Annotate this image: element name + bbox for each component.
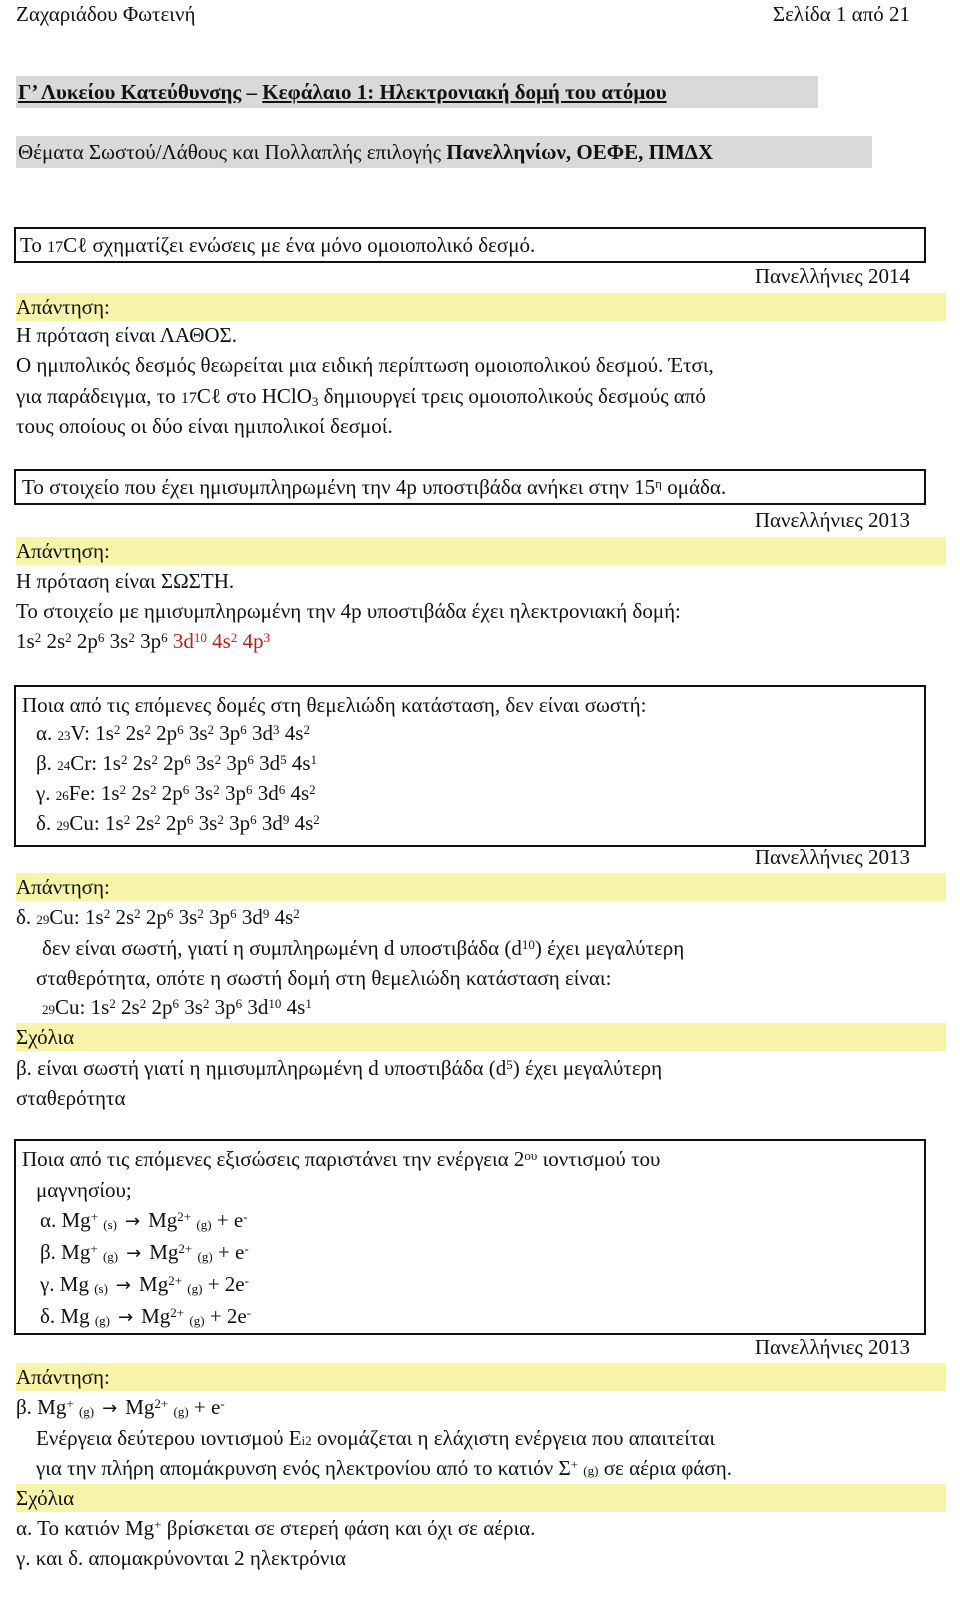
q3-option-electrons: 2 [120, 752, 128, 767]
q4-option [40, 1238, 249, 1268]
q4-answer-product: Mg [125, 1395, 155, 1419]
q1-statement [20, 231, 535, 262]
q2-config-red-electrons: 3 [263, 630, 270, 645]
q3-option-electrons: 2 [207, 722, 215, 737]
q4-source: Πανελλήνιες 2013 [754, 1335, 910, 1359]
q1-source: Πανελλήνιες 2014 [754, 264, 910, 288]
q4-option-reactant-phase: (s) [94, 1281, 108, 1296]
q2-answer-highlight [16, 537, 946, 565]
q3-option-electrons: 3 [273, 722, 280, 737]
q4-answer-arrow-icon: → [102, 1398, 118, 1419]
q4-comments-label: Σχόλια [16, 1486, 75, 1510]
q4-answer-product-charge: 2+ [154, 1396, 169, 1411]
q4-option-product-charge: 2+ [168, 1273, 183, 1288]
q3-option-orbital: 3d [259, 751, 281, 775]
q2-statement-b: ομάδα. [661, 475, 727, 499]
q3-answer [16, 903, 300, 931]
q3-option [36, 719, 310, 747]
q3-option-element: V: [70, 721, 96, 745]
q1-pre: Το [20, 233, 48, 257]
q4-option-reactant: β. Mg [40, 1240, 91, 1264]
q4-question-a: Ποια από τις επόμενες εξισώσεις παριστάνει την ενέργεια 2 [22, 1147, 525, 1171]
subtitle-bold: Πανελληνίων, ΟΕΦΕ, ΠΜΔΧ [446, 140, 714, 164]
q3-option-orbital: 1s [102, 751, 121, 775]
q4-exp2-sup: + [570, 1457, 579, 1472]
q4-option-arrow-icon: → [118, 1307, 134, 1328]
q1-exp2-b: Cℓ στο HClO [196, 384, 312, 408]
q2-verdict: Η πρόταση είναι ΣΩΣΤΗ. [16, 569, 235, 593]
q4-explanation-1 [36, 1424, 715, 1452]
q3-correct-orbital: 4s [286, 995, 306, 1019]
page-number: Σελίδα 1 από 21 [772, 2, 910, 26]
q3-comment-2: σταθερότητα [16, 1086, 126, 1110]
q3-option-electrons: 2 [154, 812, 161, 827]
q3-option-electrons: 6 [278, 782, 286, 797]
q4-option-electron-charge: - [243, 1209, 248, 1224]
q3-answer-electrons: 6 [166, 906, 174, 921]
q3-option-electrons: 6 [247, 752, 254, 767]
q3-option-atomic-number: 23 [57, 728, 71, 743]
q3-option [36, 809, 320, 837]
q4-comment1-sup: + [154, 1517, 162, 1532]
q4-question [22, 1145, 660, 1173]
q3-option-atomic-number: 26 [55, 788, 69, 803]
q3-option-orbital: 2p [156, 721, 178, 745]
q3-option-orbital: 4s [284, 721, 304, 745]
q2-config-red-electrons: 2 [230, 630, 238, 645]
q3-option-element: Cu: [69, 811, 105, 835]
q3-option-electrons: 6 [250, 812, 257, 827]
q3-option-label: β. [36, 751, 58, 775]
q3-option-orbital: 3s [198, 811, 218, 835]
q3-correct-atomic-number: 29 [42, 1002, 55, 1017]
q3-correct-orbital: 3s [184, 995, 203, 1019]
q1-exp2-c: δημιουργεί τρεις ομοιοπολικούς δεσμούς από [318, 384, 706, 408]
q3-explanation-1 [42, 934, 684, 962]
q3-answer-orbital: 3s [178, 905, 198, 929]
q3-option-orbital: 2s [135, 811, 155, 835]
q2-config-orbital: 1s [16, 629, 35, 653]
q3-option-orbital: 3s [195, 751, 215, 775]
q2-config-red-orbital: 4s [212, 629, 231, 653]
q3-option-electrons: 2 [119, 782, 127, 797]
q4-option-reactant: α. Mg [40, 1208, 91, 1232]
q3-option-label: δ. [36, 811, 57, 835]
q3-comments-highlight [16, 1023, 946, 1051]
q3-option-element: Cr: [70, 751, 103, 775]
q3-correct-electrons: 6 [235, 996, 243, 1011]
q3-comment1-b: ) έχει μεγαλύτερη [512, 1056, 663, 1080]
q4-option-product: Mg [149, 1240, 179, 1264]
q3-exp1-sup: 10 [521, 937, 535, 952]
q3-option-orbital: 3d [252, 721, 274, 745]
q2-explanation-1: Το στοιχείο με ημισυμπληρωμένη την 4p υποστιβάδα έχει ηλεκτρονιακή δομή: [16, 599, 681, 623]
q3-option-electrons: 2 [309, 782, 316, 797]
q2-config-red-orbital: 4p [242, 629, 264, 653]
q3-correct-electrons: 6 [172, 996, 179, 1011]
q2-config-electrons: 2 [34, 630, 42, 645]
q4-option-electrons: + 2e [207, 1272, 245, 1296]
chapter-title: Κεφάλαιο 1: Ηλεκτρονιακή δομή του ατόμου [262, 80, 667, 104]
q4-explanation-2 [36, 1454, 732, 1482]
q3-option-label: γ. [36, 781, 56, 805]
q4-option-electron-charge: - [244, 1241, 249, 1256]
q3-correct-electrons: 2 [202, 996, 210, 1011]
q4-answer-reactant-charge: + [66, 1396, 74, 1411]
q3-option-orbital: 2p [165, 811, 187, 835]
q3-correct-element: Cu: [55, 995, 91, 1019]
title-separator: – [241, 80, 263, 104]
q3-comments-label: Σχόλια [16, 1025, 75, 1049]
q4-option-arrow-icon: → [125, 1211, 141, 1232]
q3-correct-electrons: 1 [305, 996, 312, 1011]
course-title: Γ’ Λυκείου Κατεύθυνσης [18, 80, 242, 104]
q3-correct-electrons: 10 [268, 996, 282, 1011]
q3-answer-orbital: 2s [115, 905, 135, 929]
q4-exp2-b: σε αέρια φάση. [598, 1456, 732, 1480]
q4-exp2-a: για την πλήρη απομάκρυνση ενός ηλεκτρονίου από το κατιόν Σ [36, 1456, 571, 1480]
q4-option-product-charge: 2+ [170, 1305, 185, 1320]
subtitle [18, 138, 713, 166]
q3-correct-electrons: 2 [109, 996, 116, 1011]
q2-config-orbital: 3p [140, 629, 162, 653]
q3-option-orbital: 2s [131, 781, 150, 805]
q2-config-black [16, 629, 168, 653]
q2-config-electrons: 6 [97, 630, 105, 645]
q3-option-orbital: 3s [194, 781, 214, 805]
q4-comment1-a: α. Το κατιόν Mg [16, 1516, 155, 1540]
q4-answer-product-phase: (g) [173, 1404, 189, 1419]
q3-option-orbital: 4s [290, 781, 310, 805]
q2-config-red [168, 629, 270, 653]
q3-option-orbital: 2p [163, 751, 185, 775]
q3-exp1-b: ) έχει μεγαλύτερη [534, 936, 685, 960]
q2-source: Πανελλήνιες 2013 [754, 508, 910, 532]
q3-option-orbital: 2s [132, 751, 152, 775]
q4-option [40, 1302, 251, 1332]
q3-option-electrons: 2 [217, 812, 224, 827]
q3-option-electrons: 2 [313, 812, 320, 827]
q3-exp1-a: δεν είναι σωστή, γιατί η συμπληρωμένη d υποστιβάδα (d [42, 936, 522, 960]
q3-option-orbital: 4s [291, 751, 311, 775]
q2-config-electrons: 2 [65, 630, 72, 645]
q4-option-product-phase: (g) [197, 1249, 213, 1264]
q3-option-electrons: 2 [213, 782, 220, 797]
q4-option-arrow-icon: → [115, 1275, 132, 1296]
q3-option-electrons: 2 [123, 812, 131, 827]
q4-option-reactant-charge: + [90, 1209, 99, 1224]
q4-exp1-sub: i2 [301, 1433, 312, 1448]
q3-correct-orbital: 2s [121, 995, 140, 1019]
q4-comment-2: γ. και δ. απομακρύνονται 2 ηλεκτρόνια [16, 1546, 347, 1570]
subtitle-normal: Θέματα Σωστού/Λάθους και Πολλαπλής επιλογής [18, 140, 447, 164]
q3-option-electrons: 2 [150, 782, 157, 797]
q4-option-electron-charge: - [246, 1305, 252, 1320]
q3-option-orbital: 3p [224, 781, 246, 805]
q1-answer-highlight [16, 293, 946, 321]
q4-option-electron-charge: - [244, 1273, 249, 1288]
q4-option-reactant-phase: (g) [102, 1249, 119, 1264]
q4-option-product-charge: 2+ [177, 1209, 192, 1224]
q3-correct-electrons: 2 [139, 996, 147, 1011]
q4-option-arrow-icon: → [126, 1243, 142, 1264]
q3-option-orbital: 1s [105, 811, 124, 835]
q3-answer-highlight [16, 873, 946, 901]
q3-option-orbital: 1s [95, 721, 114, 745]
q4-answer-electron-charge: - [220, 1396, 225, 1411]
q4-answer-reactant-phase: (g) [78, 1404, 95, 1419]
q3-option [36, 779, 316, 807]
q4-answer-label: Απάντηση: [16, 1365, 110, 1389]
q2-configuration [16, 627, 270, 655]
q3-option-electrons: 6 [186, 812, 194, 827]
q3-option-electrons: 2 [214, 752, 222, 767]
q4-option-electrons: + e [216, 1208, 244, 1232]
q4-option-electrons: + e [217, 1240, 245, 1264]
q3-question: Ποια από τις επόμενες δομές στη θεμελιώδη κατάσταση, δεν είναι σωστή: [22, 693, 647, 717]
q3-option-electrons: 9 [282, 812, 290, 827]
q2-config-electrons: 6 [161, 630, 168, 645]
q3-option-orbital: 3d [257, 781, 279, 805]
q4-question-sup: ου [524, 1148, 538, 1163]
q3-option-orbital: 4s [294, 811, 314, 835]
q3-option-electrons: 2 [144, 722, 151, 737]
q3-answer-orbital: 4s [274, 905, 294, 929]
q1-answer-label: Απάντηση: [16, 295, 110, 319]
q3-option-electrons: 6 [182, 782, 190, 797]
q4-answer-reactant: β. Mg [16, 1395, 67, 1419]
q3-option-electrons: 2 [113, 722, 121, 737]
q3-answer-atomic-number: 29 [36, 912, 50, 927]
q1-z: 17 [47, 239, 64, 256]
q3-comment1-sup: 5 [506, 1057, 513, 1072]
q1-explanation-2 [16, 382, 706, 413]
q3-comment-1 [16, 1054, 662, 1082]
q3-option-orbital: 3p [229, 811, 251, 835]
q3-answer-orbital: 1s [85, 905, 104, 929]
q4-question-2: μαγνησίου; [36, 1178, 132, 1202]
q1-explanation-3: τους οποίους οι δύο είναι ημιπολικοί δεσμοί. [16, 414, 393, 438]
q3-option-electrons: 5 [280, 752, 287, 767]
q4-comment-1 [16, 1514, 535, 1542]
q4-option-product-phase: (g) [189, 1313, 205, 1328]
q2-statement-a: Το στοιχείο που έχει ημισυμπληρωμένη την 4p υποστιβάδα ανήκει στην 15 [22, 475, 656, 499]
q3-option [36, 749, 317, 777]
q2-config-red-electrons: 10 [193, 630, 207, 645]
q3-answer-label: δ. [16, 905, 37, 929]
q2-config-orbital: 2p [76, 629, 98, 653]
q3-option-electrons: 2 [151, 752, 158, 767]
q3-option-electrons: 6 [177, 722, 184, 737]
q3-option-atomic-number: 24 [57, 758, 71, 773]
q4-option-product: Mg [141, 1304, 171, 1328]
q4-comment1-b: βρίσκεται σε στερεή φάση και όχι σε αέρια. [161, 1516, 536, 1540]
q4-exp1-a: Ενέργεια δεύτερου ιοντισμού E [36, 1426, 302, 1450]
q3-option-electrons: 6 [240, 722, 247, 737]
q4-option-product-phase: (g) [187, 1281, 203, 1296]
q2-config-orbital: 2s [46, 629, 66, 653]
q3-comment1-a: β. είναι σωστή γιατί η ημισυμπληρωμένη d υποστιβάδα (d [16, 1056, 507, 1080]
q3-option-orbital: 2s [125, 721, 145, 745]
q4-answer-electrons: + e [193, 1395, 221, 1419]
q4-exp1-b: ονομάζεται η ελάχιστη ενέργεια που απαιτείται [311, 1426, 715, 1450]
q3-explanation-2: σταθερότητα, οπότε η σωστή δομή στη θεμελιώδη κατάσταση είναι: [36, 966, 612, 990]
q4-option-reactant: δ. Mg [40, 1304, 90, 1328]
q1-exp2-z: 17 [180, 390, 197, 407]
q3-option-orbital: 2p [161, 781, 183, 805]
q3-answer-orbital: 3p [209, 905, 231, 929]
q2-config-orbital: 3s [109, 629, 129, 653]
q3-answer-electrons: 2 [293, 906, 300, 921]
q3-option-orbital: 3d [261, 811, 283, 835]
q4-option-reactant-phase: (s) [103, 1217, 117, 1232]
q3-source: Πανελλήνιες 2013 [754, 845, 910, 869]
q1-exp2-sub: 3 [311, 394, 319, 409]
q1-element: Cℓ [63, 233, 88, 257]
q2-config-electrons: 2 [128, 630, 135, 645]
q3-option-orbital: 1s [100, 781, 120, 805]
q3-option-orbital: 3p [226, 751, 248, 775]
q3-option-element: Fe: [68, 781, 101, 805]
q3-option-electrons: 2 [303, 722, 310, 737]
q4-option-product-charge: 2+ [178, 1241, 193, 1256]
q3-option-electrons: 6 [245, 782, 253, 797]
q4-answer-highlight [16, 1363, 946, 1391]
q4-option-reactant: γ. Mg [40, 1272, 89, 1296]
q3-answer-electrons: 9 [262, 906, 270, 921]
q3-correct-orbital: 3p [214, 995, 236, 1019]
q3-option-orbital: 3s [188, 721, 208, 745]
q1-exp2-a: για παράδειγμα, το [16, 384, 181, 408]
title [18, 78, 667, 106]
q1-post: σχηματίζει ενώσεις με ένα μόνο ομοιοπολικό δεσμό. [87, 233, 536, 257]
q4-option [40, 1270, 249, 1300]
q3-correct-orbital: 1s [90, 995, 110, 1019]
q2-statement-sup: η [655, 476, 662, 491]
q3-answer-electrons: 2 [197, 906, 204, 921]
q4-comments-highlight [16, 1484, 946, 1512]
q3-answer-element: Cu: [49, 905, 85, 929]
q3-answer-label: Απάντηση: [16, 875, 110, 899]
q3-answer-orbital: 3d [241, 905, 263, 929]
q4-question-b: ιοντισμού του [537, 1147, 661, 1171]
q3-option-electrons: 1 [310, 752, 318, 767]
q3-option-electrons: 6 [184, 752, 191, 767]
q2-config-red-orbital: 3d [172, 629, 194, 653]
q2-statement [22, 473, 726, 501]
author-name: Ζαχαριάδου Φωτεινή [16, 2, 196, 26]
q4-option-product-phase: (g) [196, 1217, 212, 1232]
q3-option-atomic-number: 29 [56, 818, 70, 833]
q4-option-reactant-phase: (g) [94, 1313, 110, 1328]
q1-explanation-1: Ο ημιπολικός δεσμός θεωρείται μια ειδική περίπτωση ομοιοπολικού δεσμού. Έτσι, [16, 353, 714, 377]
q1-verdict: Η πρόταση είναι ΛΑΘΟΣ. [16, 323, 238, 347]
q2-answer-label: Απάντηση: [16, 539, 110, 563]
q3-answer-electrons: 2 [134, 906, 141, 921]
q3-answer-electrons: 6 [230, 906, 237, 921]
q4-option [40, 1206, 248, 1236]
q4-option-product: Mg [139, 1272, 169, 1296]
q3-correct-orbital: 2p [151, 995, 173, 1019]
q3-option-label: α. [36, 721, 58, 745]
q3-answer-electrons: 2 [103, 906, 111, 921]
q3-answer-orbital: 2p [145, 905, 167, 929]
q4-answer [16, 1393, 225, 1423]
q3-correct-config [42, 993, 312, 1021]
q4-exp2-sub: (g) [583, 1463, 599, 1478]
q4-option-electrons: + 2e [209, 1304, 247, 1328]
q3-option-orbital: 3p [219, 721, 241, 745]
q4-option-product: Mg [148, 1208, 178, 1232]
q3-correct-orbital: 3d [247, 995, 269, 1019]
q4-option-reactant-charge: + [90, 1241, 98, 1256]
